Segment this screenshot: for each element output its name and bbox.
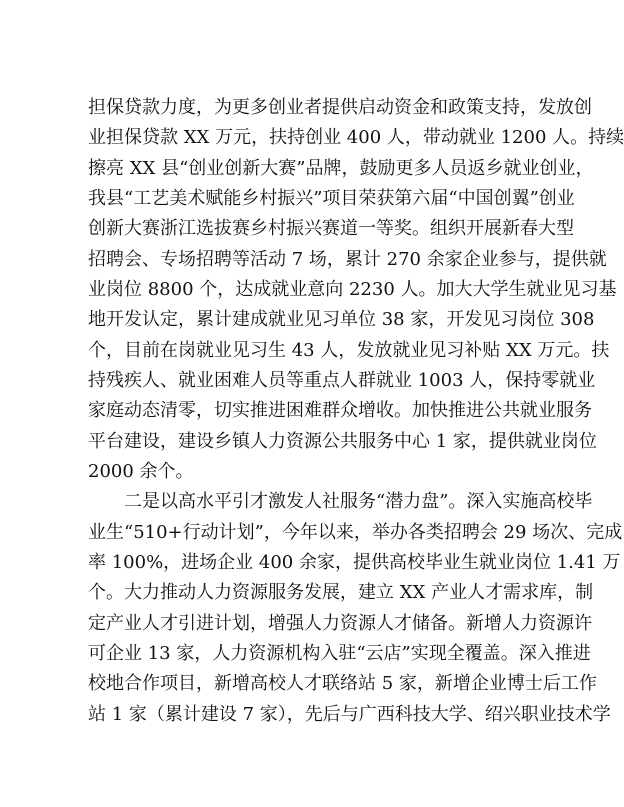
text-line: 招聘会、专场招聘等活动 7 场，累计 270 余家企业参与，提供就: [88, 249, 607, 270]
text-line: 地开发认定，累计建成就业见习单位 38 家，开发见习岗位 308: [88, 309, 595, 330]
text-line: 业岗位 8800 个，达成就业意向 2230 人。加大大学生就业见习基: [88, 279, 617, 300]
paragraph-first-line: 二是以高水平引才激发人社服务“潜力盘”。深入实施高校毕: [124, 491, 593, 512]
text-line: 定产业人才引进计划，增强人力资源人才储备。新增人力资源许: [88, 613, 592, 634]
text-line: 创新大赛浙江选拔赛乡村振兴赛道一等奖。组织开展新春大型: [88, 218, 574, 239]
text-line: 个，目前在岗就业见习生 43 人，发放就业见习补贴 XX 万元。扶: [88, 340, 610, 361]
text-line: 业担保贷款 XX 万元，扶持创业 400 人，带动就业 1200 人。持续: [88, 127, 624, 148]
text-line: 擦亮 XX 县“创业创新大赛”品牌，鼓励更多人员返乡就业创业，: [88, 158, 594, 179]
text-line: 站 1 家（累计建设 7 家），先后与广西科技大学、绍兴职业技术学: [88, 704, 611, 725]
text-line: 2000 余个。: [88, 461, 194, 482]
text-line: 可企业 13 家，人力资源机构入驻“云店”实现全覆盖。深入推进: [88, 643, 591, 664]
text-line: 持残疾人、就业困难人员等重点人群就业 1003 人，保持零就业: [88, 370, 596, 391]
text-line: 我县“工艺美术赋能乡村振兴”项目荣获第六届“中国创翼”创业: [88, 188, 575, 209]
text-line: 平台建设，建设乡镇人力资源公共服务中心 1 家，提供就业岗位: [88, 431, 597, 452]
text-line: 家庭动态清零，切实推进困难群众增收。加快推进公共就业服务: [88, 400, 592, 421]
text-line: 业生“510+行动计划”，今年以来，举办各类招聘会 29 场次、完成: [88, 522, 623, 543]
text-line: 担保贷款力度，为更多创业者提供启动资金和政策支持，发放创: [88, 97, 592, 118]
text-line: 校地合作项目，新增高校人才联络站 5 家，新增企业博士后工作: [88, 673, 597, 694]
text-line: 率 100%，进场企业 400 余家，提供高校毕业生就业岗位 1.41 万: [88, 552, 621, 573]
text-line: 个。大力推动人力资源服务发展，建立 XX 产业人才需求库，制: [88, 582, 594, 603]
